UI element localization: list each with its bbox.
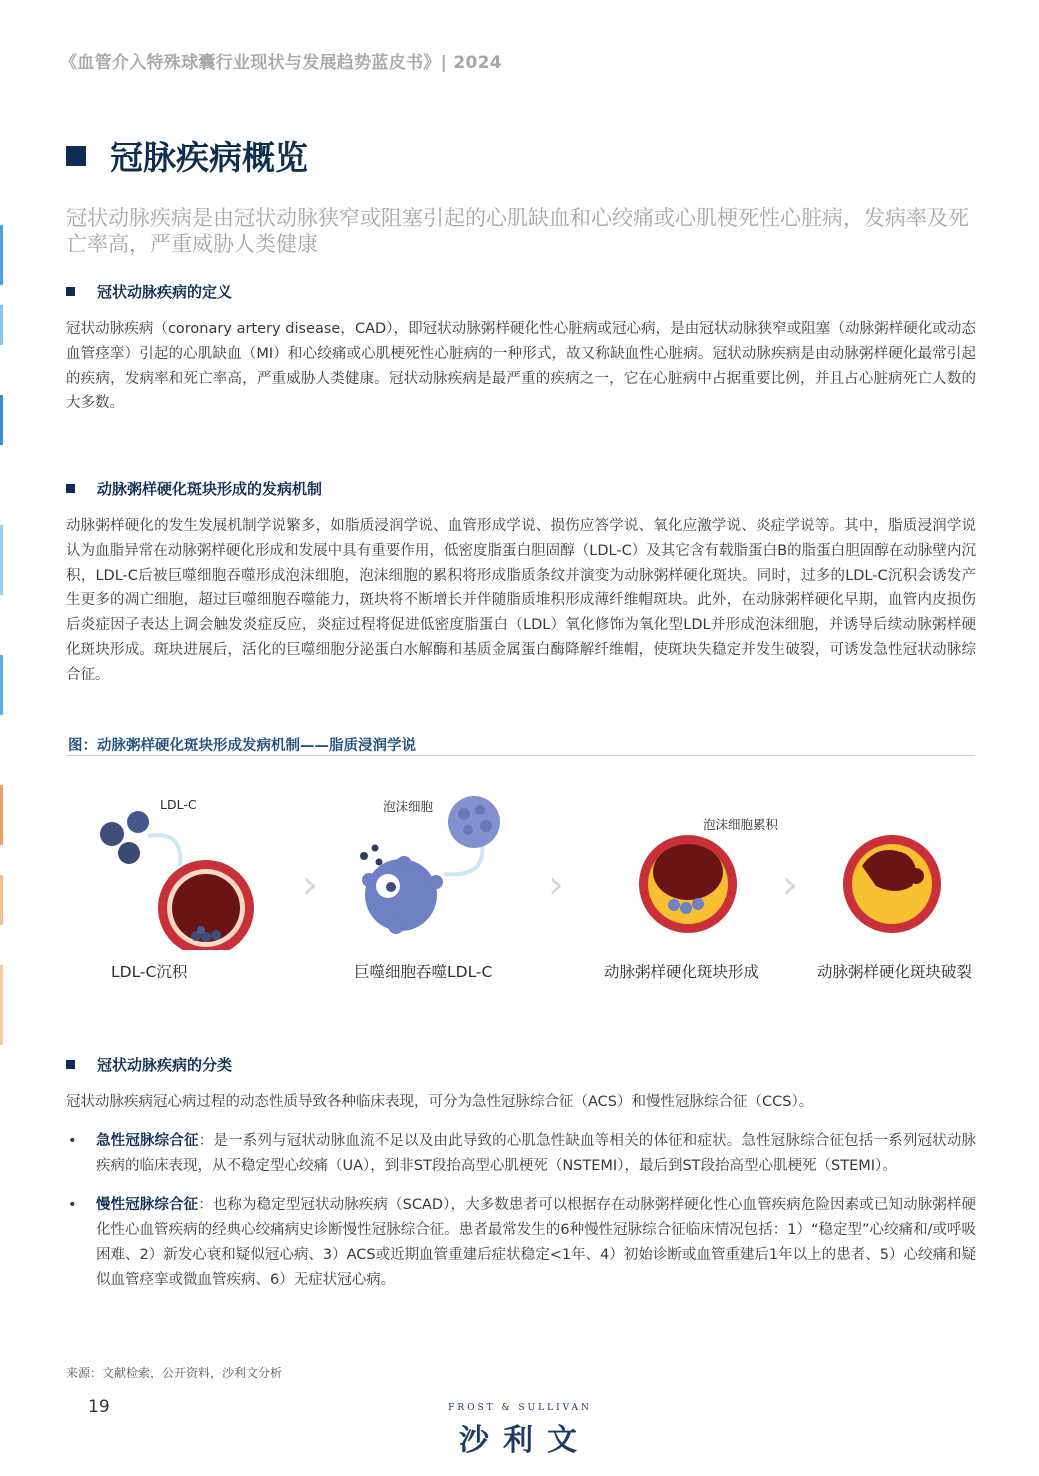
plaque-mechanism-diagram: [66, 770, 976, 950]
stage-label: LDL-C沉积: [111, 963, 188, 981]
section-title: 动脉粥样硬化斑块形成的发病机制: [97, 480, 323, 498]
figure-caption: 图：动脉粥样硬化斑块形成发病机制——脂质浸润学说: [68, 738, 416, 754]
vessel-stage1-icon: [158, 860, 254, 950]
vessel-plaque-formation-icon: [639, 835, 737, 933]
curved-arrow-icon: [148, 835, 180, 866]
ldl-label: LDL-C: [160, 797, 197, 812]
bullet-icon: •: [68, 1133, 77, 1149]
ldl-particles-icon: [100, 811, 149, 864]
side-color-marks: [0, 225, 3, 1045]
foam-cell-label: 泡沫细胞: [383, 799, 434, 814]
section-heading-definition: [66, 281, 232, 302]
running-header: 《血管介入特殊球囊行业现状与发展趋势蓝皮书》| 2024: [60, 53, 502, 73]
list-item-text: ：是一系列与冠状动脉血流不足以及由此导致的心肌急性缺血等相关的体征和症状。急性冠脉综合征包括一系列冠状动脉疾病的临床表现，从不稳定型心绞痛（UA），到非ST段抬高型心肌梗死（NSTEMI），最后到ST段抬高型心肌梗死（STEMI）。: [96, 1133, 976, 1174]
macrophage-icon: [360, 845, 443, 935]
list-item-term: 急性冠脉综合征: [96, 1133, 199, 1149]
list-item-text: ：也称为稳定型冠状动脉疾病（SCAD），大多数患者可以根据存在动脉粥样硬化性心血管疾病危险因素或已知动脉粥样硬化性心血管疾病的经典心绞痛病史诊断慢性冠脉综合征。患者最常发生的6种慢性冠脉综合征临床情况包括：1）“稳定型”心绞痛和/或呼吸困难、2）新发心衰和疑似冠心病、3）ACS或近期血管重建后症状稳定<1年、4）初始诊断或血管重建后1年以上的患者、5）心绞痛和疑似血管痉挛或微血管疾病、6）无症状冠心病。: [96, 1197, 976, 1288]
list-item-term: 慢性冠脉综合征: [96, 1197, 199, 1213]
stage-arrow-icon: ›: [302, 862, 318, 908]
curved-arrow-icon: [444, 844, 482, 874]
bullet-icon: •: [68, 1197, 77, 1213]
syndrome-list: [66, 1129, 976, 1307]
lead-summary: 冠状动脉疾病是由冠状动脉狭窄或阻塞引起的心肌缺血和心绞痛或心肌梗死性心脏病，发病率及死亡率高，严重威胁人类健康: [66, 206, 969, 256]
stage-label: 动脉粥样硬化斑块破裂: [817, 963, 973, 981]
section-heading-mechanism: [66, 478, 322, 499]
section-square-icon: [66, 1060, 75, 1069]
definition-paragraph: 冠状动脉疾病（coronary artery disease，CAD），即冠状动脉粥样硬化性心脏病或冠心病，是由冠状动脉狭窄或阻塞（动脉粥样硬化或动态血管痉挛）引起的心肌缺血（MI）和心绞痛或心肌梗死性心脏病的一种形式，故又称缺血性心脏病。冠状动脉疾病是由动脉粥样硬化最常引起的疾病，发病率和死亡率高，严重威胁人类健康。冠状动脉疾病是最严重的疾病之一，它在心脏病中占据重要比例，并且占心脏病死亡人数的大多数。: [66, 321, 976, 412]
frost-sullivan-logo: [440, 1403, 600, 1459]
page-title: 冠脉疾病概览: [110, 138, 308, 177]
logo-chinese: 沙利文: [459, 1423, 591, 1458]
section-square-icon: [66, 287, 75, 296]
list-item: [66, 1193, 976, 1293]
stage-label: 巨噬细胞吞噬LDL-C: [354, 963, 493, 981]
page-title-row: [66, 132, 308, 179]
logo-english: FROST & SULLIVAN: [448, 1403, 592, 1413]
classification-paragraph: 冠状动脉疾病冠心病过程的动态性质导致各种临床表现，可分为急性冠脉综合征（ACS）和慢性冠脉综合征（CCS）。: [66, 1094, 814, 1110]
section-square-icon: [66, 484, 75, 493]
section-heading-classification: [66, 1054, 232, 1075]
page-number: 19: [88, 1397, 110, 1417]
stage-arrow-icon: ›: [782, 862, 798, 908]
stage-label: 动脉粥样硬化斑块形成: [604, 963, 760, 981]
list-item: [66, 1129, 976, 1179]
section-title: 冠状动脉疾病的分类: [97, 1056, 233, 1074]
title-square-icon: [66, 146, 86, 166]
mechanism-paragraph: 动脉粥样硬化的发生发展机制学说繁多，如脂质浸润学说、血管形成学说、损伤应答学说、氧化应激学说、炎症学说等。其中，脂质浸润学说认为血脂异常在动脉粥样硬化形成和发展中具有重要作用，低密度脂蛋白胆固醇（LDL-C）及其它含有载脂蛋白B的脂蛋白胆固醇在动脉壁内沉积，LDL-C后被巨噬细胞吞噬形成泡沫细胞，泡沫细胞的累积将形成脂质条纹并演变为动脉粥样硬化斑块。同时，过多的LDL-C沉积会诱发产生更多的凋亡细胞，超过巨噬细胞吞噬能力，斑块将不断增长并伴随脂质堆积形成薄纤维帽斑块。此外，在动脉粥样硬化早期，血管内皮损伤后炎症因子表达上调会触发炎症反应，炎症过程将促进低密度脂蛋白（LDL）氧化修饰为氧化型LDL并形成泡沫细胞，并诱导后续动脉粥样硬化斑块形成。斑块进展后，活化的巨噬细胞分泌蛋白水解酶和基质金属蛋白酶降解纤维帽，使斑块失稳定并发生破裂，可诱发急性冠状动脉综合征。: [66, 518, 976, 683]
foam-accumulation-label: 泡沫细胞累积: [703, 817, 779, 832]
foam-cell-icon: [448, 796, 500, 848]
stage-arrow-icon: ›: [548, 862, 564, 908]
figure-divider: [66, 755, 975, 756]
section-title: 冠状动脉疾病的定义: [97, 283, 233, 301]
vessel-plaque-rupture-icon: [843, 835, 941, 933]
source-note: 来源：文献检索，公开资料，沙利文分析: [66, 1366, 283, 1380]
